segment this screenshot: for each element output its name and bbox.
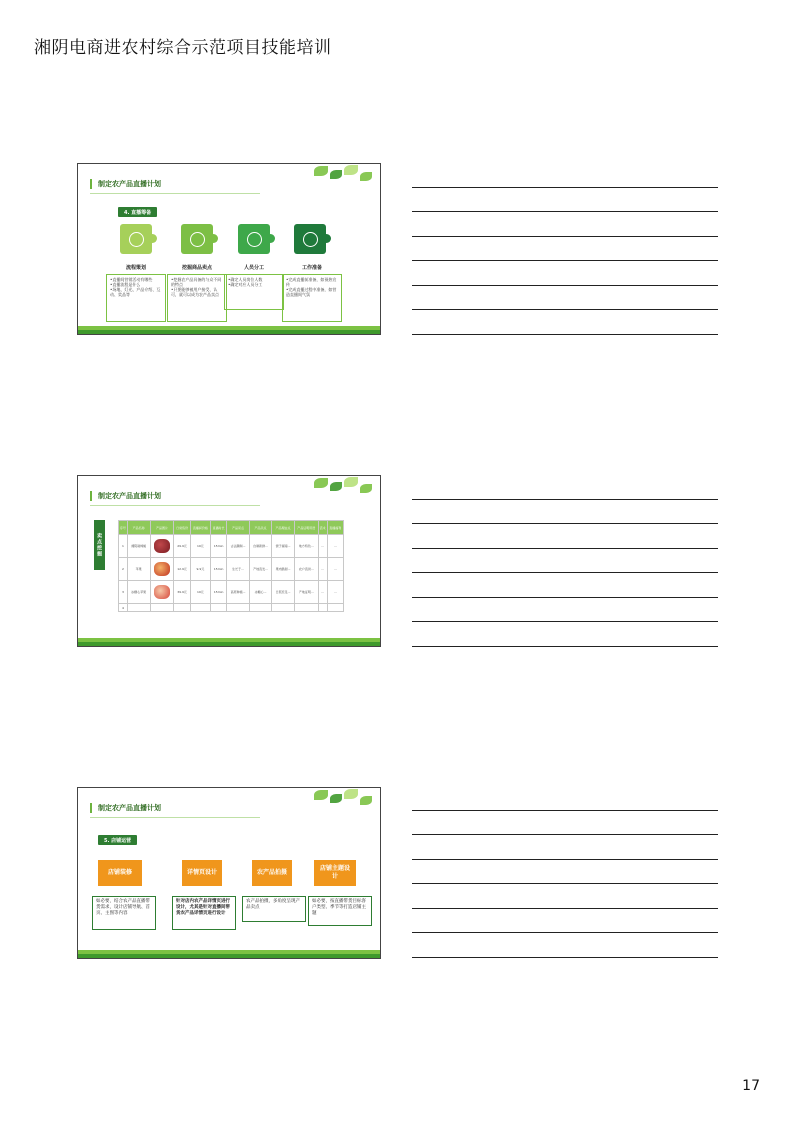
note-line [412,334,718,335]
table-cell: ... [327,535,343,558]
leaf-decoration [344,477,358,487]
table-cell [272,604,295,612]
table-cell [150,535,174,558]
table-cell [150,581,174,604]
table-cell: 15min [210,558,226,581]
note-line [412,309,718,310]
photography-block: 农产品拍摄 [252,860,292,886]
store-decoration-block: 店铺装修 [98,860,142,886]
table-cell [249,604,272,612]
table-cell [127,604,150,612]
leaf-decoration [314,478,328,488]
table-cell [150,604,174,612]
section-badge: 4. 直播筹备 [118,207,157,217]
note-line [412,211,718,212]
slide-footer [78,950,380,958]
note-line [412,810,718,811]
note-line [412,646,718,647]
side-tab: 卖点挖掘 [94,520,105,570]
note-line [412,523,718,524]
note-line [412,187,718,188]
puzzle-piece-staffing [238,224,270,254]
puzzle-piece-selling-points [181,224,213,254]
slide-title: 制定农产品直播计划 [98,179,161,188]
table-cell [174,604,190,612]
note-line [412,548,718,549]
column-header: 话术 [318,521,327,535]
table-cell: 12.9元 [174,558,190,581]
table-cell [227,604,250,612]
note-line [412,285,718,286]
table-cell [190,604,210,612]
table-cell: 19元 [190,581,210,604]
table-cell: 地方特色... [294,535,318,558]
eye-icon [247,232,262,247]
table-cell: ... [327,558,343,581]
table-cell: 2 [119,558,128,581]
column-header: 产品理由点 [272,521,295,535]
leaf-decoration [330,482,342,491]
note-line [412,621,718,622]
puzzle-piece-planning [120,224,152,254]
table-cell: 19元 [190,535,210,558]
table-cell: 生长于... [227,558,250,581]
page-header: 湘阴电商进农村综合示范项目技能培训 [34,38,332,58]
table-cell: 农户直供... [294,558,318,581]
table-cell: ... [327,581,343,604]
table-cell: 高原种植... [227,581,250,604]
table-cell [210,604,226,612]
selling-points-table [118,520,344,612]
table-cell: 冰糖心苹果 [127,581,150,604]
leaf-decoration [330,170,342,179]
slide-title: 制定农产品直播计划 [98,491,161,500]
table-cell [327,604,343,612]
leaf-decoration [344,789,358,799]
lightbulb-icon [190,232,205,247]
title-divider [90,817,260,818]
note-line [412,260,718,261]
step-details: •直播间营销活动有哪些 •直播流程是什么 •场地、灯光、产品介绍、互动、奖品等 [106,274,166,322]
slide-footer [78,326,380,334]
table-cell: 4 [119,604,128,612]
table-row [119,558,344,581]
table-cell: 3 [119,581,128,604]
column-header: 产品亮点 [227,521,250,535]
slide-3 [77,787,381,959]
step-label: 人员分工 [243,265,264,271]
table-cell: 39.9元 [174,581,190,604]
step-details: •完成直播前准备，如预热宣传 •完成直播过程中准备，如营造直播间气氛 [282,274,342,322]
column-header: 序号 [119,521,128,535]
page-number: 17 [742,1078,760,1094]
note-line [412,597,718,598]
table-cell [318,604,327,612]
leaf-decoration [314,790,328,800]
item-description: 针对店内农产品详情页进行设计，尤其是针对直播间带货农产品详情页进行设计 [172,896,236,930]
note-line [412,932,718,933]
slide-title-bar [90,802,250,813]
product-image [154,539,170,553]
note-line [412,572,718,573]
table-cell: 苹果 [127,558,150,581]
table-row [119,604,344,612]
table-cell: 日照充足... [272,581,295,604]
table-cell: 古法腌制... [227,535,250,558]
title-divider [90,505,260,506]
table-cell: ... [318,581,327,604]
pencil-icon [129,232,144,247]
note-line [412,908,718,909]
table-row [119,535,344,558]
step-label: 挖掘商品卖点 [181,265,212,271]
table-cell: 9.9元 [190,558,210,581]
step-details: •挖掘农产品具备的与众不同的特点 •只要能够被用户接受、认可，就可以成为农产品卖点 [167,274,227,322]
store-theme-block: 店铺主题设计 [314,860,356,886]
slide-title-bar [90,178,250,189]
step-label: 工作准备 [301,265,322,271]
leaf-decoration [360,172,372,181]
slide-footer [78,638,380,646]
step-details: •确定人员岗位人数 •确定对应人员分工 [224,274,284,310]
column-header: 直播间价格 [190,521,210,535]
note-line [412,499,718,500]
leaf-decoration [360,796,372,805]
table-cell: 产地直发... [249,558,272,581]
table-cell: 自制新鲜... [249,535,272,558]
item-description: 农产品拍摄，多角度呈现产品卖点 [242,896,306,922]
item-description: 如必要，结合农产品直播带货需求，设计店铺导航、首页、主图等内容 [92,896,156,930]
table-cell: 1 [119,535,128,558]
slide-2 [77,475,381,647]
column-header: 日常售价 [174,521,190,535]
column-header: 产品名称 [127,521,150,535]
note-line [412,883,718,884]
column-header: 直播时长 [210,521,226,535]
leaf-decoration [314,166,328,176]
title-divider [90,193,260,194]
table-row [119,581,344,604]
note-line [412,957,718,958]
table-cell: ... [318,535,327,558]
table-cell: 15min [210,535,226,558]
leaf-decoration [344,165,358,175]
table-cell: 15min [210,581,226,604]
item-description: 如必要，按直播带货目标客户类型、季节等打造店铺主题 [308,896,372,926]
table-cell: 湘阴剁辣椒 [127,535,150,558]
table-cell: 源于湖南... [272,535,295,558]
puzzle-piece-preparation [294,224,326,254]
table-cell [150,558,174,581]
product-image [154,585,170,599]
step-label: 流程策划 [125,265,146,271]
note-line [412,859,718,860]
note-line [412,834,718,835]
table-cell: 果肉脆甜... [272,558,295,581]
product-image [154,562,170,576]
column-header: 产品图片 [150,521,174,535]
note-line [412,236,718,237]
table-cell [294,604,318,612]
table-cell: 冰糖心... [249,581,272,604]
table-cell: ... [318,558,327,581]
leaf-decoration [330,794,342,803]
table-cell: 29.9元 [174,535,190,558]
table-header-row [119,521,344,535]
section-badge: 5. 店铺运营 [98,835,137,845]
detail-page-block: 详情页设计 [182,860,222,886]
column-header: 直播福利 [327,521,343,535]
gauge-icon [303,232,318,247]
column-header: 产品卖点 [249,521,272,535]
slide-title: 制定农产品直播计划 [98,803,161,812]
leaf-decoration [360,484,372,493]
table-cell: 产地证明... [294,581,318,604]
slide-title-bar [90,490,250,501]
slide-1 [77,163,381,335]
column-header: 产品证明用语 [294,521,318,535]
